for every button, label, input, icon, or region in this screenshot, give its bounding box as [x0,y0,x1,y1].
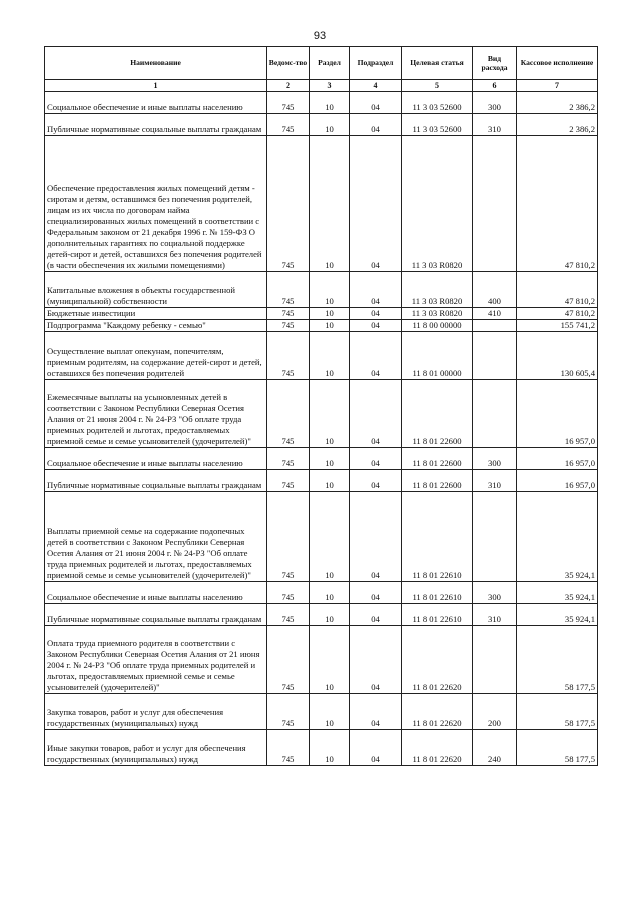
row-amount: 2 386,2 [517,92,598,114]
row-amount: 58 177,5 [517,626,598,694]
row-dept: 745 [267,626,310,694]
row-amount: 58 177,5 [517,730,598,766]
col-number: 1 [45,80,267,92]
row-name: Обеспечение предоставления жилых помещений детям - сиротам и детям, оставшимся без попечения родителей, лицам из их числа по договорам найма специализированных жилых помещений в соответствии с Федеральным законом от 21 декабря 1996 г. № 159-ФЗ О дополнительных гарантиях по социальной поддержке детей-сирот и детей, оставшихся без попечения родителей (в части обеспечения их жилыми помещениями) [45,136,267,272]
table-row [45,114,598,136]
row-dept: 745 [267,582,310,604]
row-target: 11 3 03 R0820 [402,136,473,272]
row-target: 11 3 03 R0820 [402,272,473,308]
row-amount: 16 957,0 [517,470,598,492]
table-row [45,380,598,448]
col-header-dept: Ведомс-тво [267,47,310,80]
col-number: 7 [517,80,598,92]
row-amount: 155 741,2 [517,320,598,332]
row-kind: 310 [473,470,517,492]
row-section: 10 [310,492,350,582]
row-kind [473,320,517,332]
row-subsection: 04 [350,730,402,766]
row-kind: 310 [473,114,517,136]
col-header-section: Раздел [310,47,350,80]
row-name: Осуществление выплат опекунам, попечителям, приемным родителям, на содержание детей-сирот и детей, оставшихся без попечения родителей [45,332,267,380]
row-section: 10 [310,114,350,136]
row-target: 11 8 01 22620 [402,730,473,766]
row-section: 10 [310,308,350,320]
row-section: 10 [310,626,350,694]
row-section: 10 [310,694,350,730]
row-kind [473,626,517,694]
column-number-row [45,80,598,92]
table-row [45,626,598,694]
row-kind: 300 [473,582,517,604]
row-amount: 35 924,1 [517,582,598,604]
col-header-subsection: Подраздел [350,47,402,80]
row-amount: 35 924,1 [517,604,598,626]
row-subsection: 04 [350,136,402,272]
table-row [45,470,598,492]
row-name: Публичные нормативные социальные выплаты гражданам [45,114,267,136]
row-dept: 745 [267,380,310,448]
row-section: 10 [310,272,350,308]
row-subsection: 04 [350,448,402,470]
row-target: 11 8 01 22610 [402,604,473,626]
row-amount: 47 810,2 [517,308,598,320]
row-amount: 35 924,1 [517,492,598,582]
row-kind: 410 [473,308,517,320]
row-kind: 400 [473,272,517,308]
row-section: 10 [310,380,350,448]
row-name: Закупка товаров, работ и услуг для обеспечения государственных (муниципальных) нужд [45,694,267,730]
row-kind: 200 [473,694,517,730]
row-amount: 47 810,2 [517,136,598,272]
row-amount: 58 177,5 [517,694,598,730]
row-section: 10 [310,604,350,626]
row-section: 10 [310,582,350,604]
row-dept: 745 [267,92,310,114]
row-dept: 745 [267,332,310,380]
table-row [45,272,598,308]
table-row [45,694,598,730]
table-row [45,332,598,380]
row-target: 11 8 01 22610 [402,492,473,582]
row-amount: 130 605,4 [517,332,598,380]
row-section: 10 [310,448,350,470]
row-dept: 745 [267,730,310,766]
row-subsection: 04 [350,380,402,448]
row-dept: 745 [267,694,310,730]
budget-table [44,46,598,766]
table-row [45,492,598,582]
col-number: 3 [310,80,350,92]
col-header-kind: Вид расхода [473,47,517,80]
row-section: 10 [310,320,350,332]
row-dept: 745 [267,470,310,492]
row-name: Социальное обеспечение и иные выплаты населению [45,448,267,470]
row-subsection: 04 [350,604,402,626]
table-row [45,136,598,272]
row-kind: 300 [473,92,517,114]
row-kind [473,136,517,272]
row-target: 11 3 03 52600 [402,92,473,114]
row-subsection: 04 [350,92,402,114]
row-name: Публичные нормативные социальные выплаты гражданам [45,604,267,626]
row-name: Капитальные вложения в объекты государственной (муниципальной) собственности [45,272,267,308]
row-dept: 745 [267,448,310,470]
row-subsection: 04 [350,272,402,308]
row-subsection: 04 [350,114,402,136]
row-name: Выплаты приемной семье на содержание подопечных детей в соответствии с Законом Республики Северная Осетия Алания от 21 июня 2004 г. № 24-РЗ "Об оплате труда приемных родителей и льготах, предоставляемых приемной семье и семье усыновителей (удочерителей)" [45,492,267,582]
row-name: Социальное обеспечение и иные выплаты населению [45,582,267,604]
table-row [45,448,598,470]
row-kind: 310 [473,604,517,626]
row-kind [473,492,517,582]
row-amount: 16 957,0 [517,380,598,448]
header-row [45,47,598,80]
row-subsection: 04 [350,492,402,582]
row-dept: 745 [267,114,310,136]
row-target: 11 8 00 00000 [402,320,473,332]
col-number: 2 [267,80,310,92]
row-target: 11 3 03 R0820 [402,308,473,320]
col-number: 5 [402,80,473,92]
row-subsection: 04 [350,470,402,492]
row-name: Подпрограмма "Каждому ребенку - семью" [45,320,267,332]
row-target: 11 8 01 00000 [402,332,473,380]
row-kind [473,332,517,380]
row-subsection: 04 [350,582,402,604]
col-header-name: Наименование [45,47,267,80]
row-subsection: 04 [350,694,402,730]
table-row [45,308,598,320]
row-name: Социальное обеспечение и иные выплаты населению [45,92,267,114]
row-dept: 745 [267,272,310,308]
row-name: Оплата труда приемного родителя в соответствии с Законом Республики Северная Осетия Алания от 21 июня 2004 г. № 24-РЗ "Об оплате труда приемных родителей и льготах, предоставляемых приемной семье и семье усыновителей (удочерителей)" [45,626,267,694]
row-section: 10 [310,470,350,492]
row-dept: 745 [267,308,310,320]
row-dept: 745 [267,320,310,332]
row-target: 11 3 03 52600 [402,114,473,136]
row-dept: 745 [267,604,310,626]
row-kind [473,380,517,448]
row-section: 10 [310,92,350,114]
row-name: Публичные нормативные социальные выплаты гражданам [45,470,267,492]
table-row [45,730,598,766]
col-number: 4 [350,80,402,92]
row-subsection: 04 [350,332,402,380]
table-row [45,92,598,114]
row-name: Ежемесячные выплаты на усыновленных детей в соответствии с Законом Республики Северная Осетия Алания от 21 июня 2004 г. № 24-РЗ "Об оплате труда приемных родителей и льготах, предоставляемых приемной семье и семье усыновителей (удочерителей)" [45,380,267,448]
row-section: 10 [310,332,350,380]
row-target: 11 8 01 22600 [402,380,473,448]
row-amount: 16 957,0 [517,448,598,470]
row-kind: 300 [473,448,517,470]
row-section: 10 [310,136,350,272]
row-target: 11 8 01 22620 [402,694,473,730]
page-number: 93 [313,30,327,42]
row-name: Бюджетные инвестиции [45,308,267,320]
row-section: 10 [310,730,350,766]
row-dept: 745 [267,136,310,272]
row-amount: 2 386,2 [517,114,598,136]
table-row [45,582,598,604]
table-row [45,604,598,626]
col-number: 6 [473,80,517,92]
row-subsection: 04 [350,308,402,320]
row-subsection: 04 [350,626,402,694]
col-header-amount: Кассовое исполнение [517,47,598,80]
row-target: 11 8 01 22620 [402,626,473,694]
row-target: 11 8 01 22610 [402,582,473,604]
table-row [45,320,598,332]
row-subsection: 04 [350,320,402,332]
row-amount: 47 810,2 [517,272,598,308]
row-target: 11 8 01 22600 [402,448,473,470]
col-header-target: Целевая статья [402,47,473,80]
row-kind: 240 [473,730,517,766]
row-dept: 745 [267,492,310,582]
row-name: Иные закупки товаров, работ и услуг для обеспечения государственных (муниципальных) нужд [45,730,267,766]
table-body [45,92,598,766]
row-target: 11 8 01 22600 [402,470,473,492]
